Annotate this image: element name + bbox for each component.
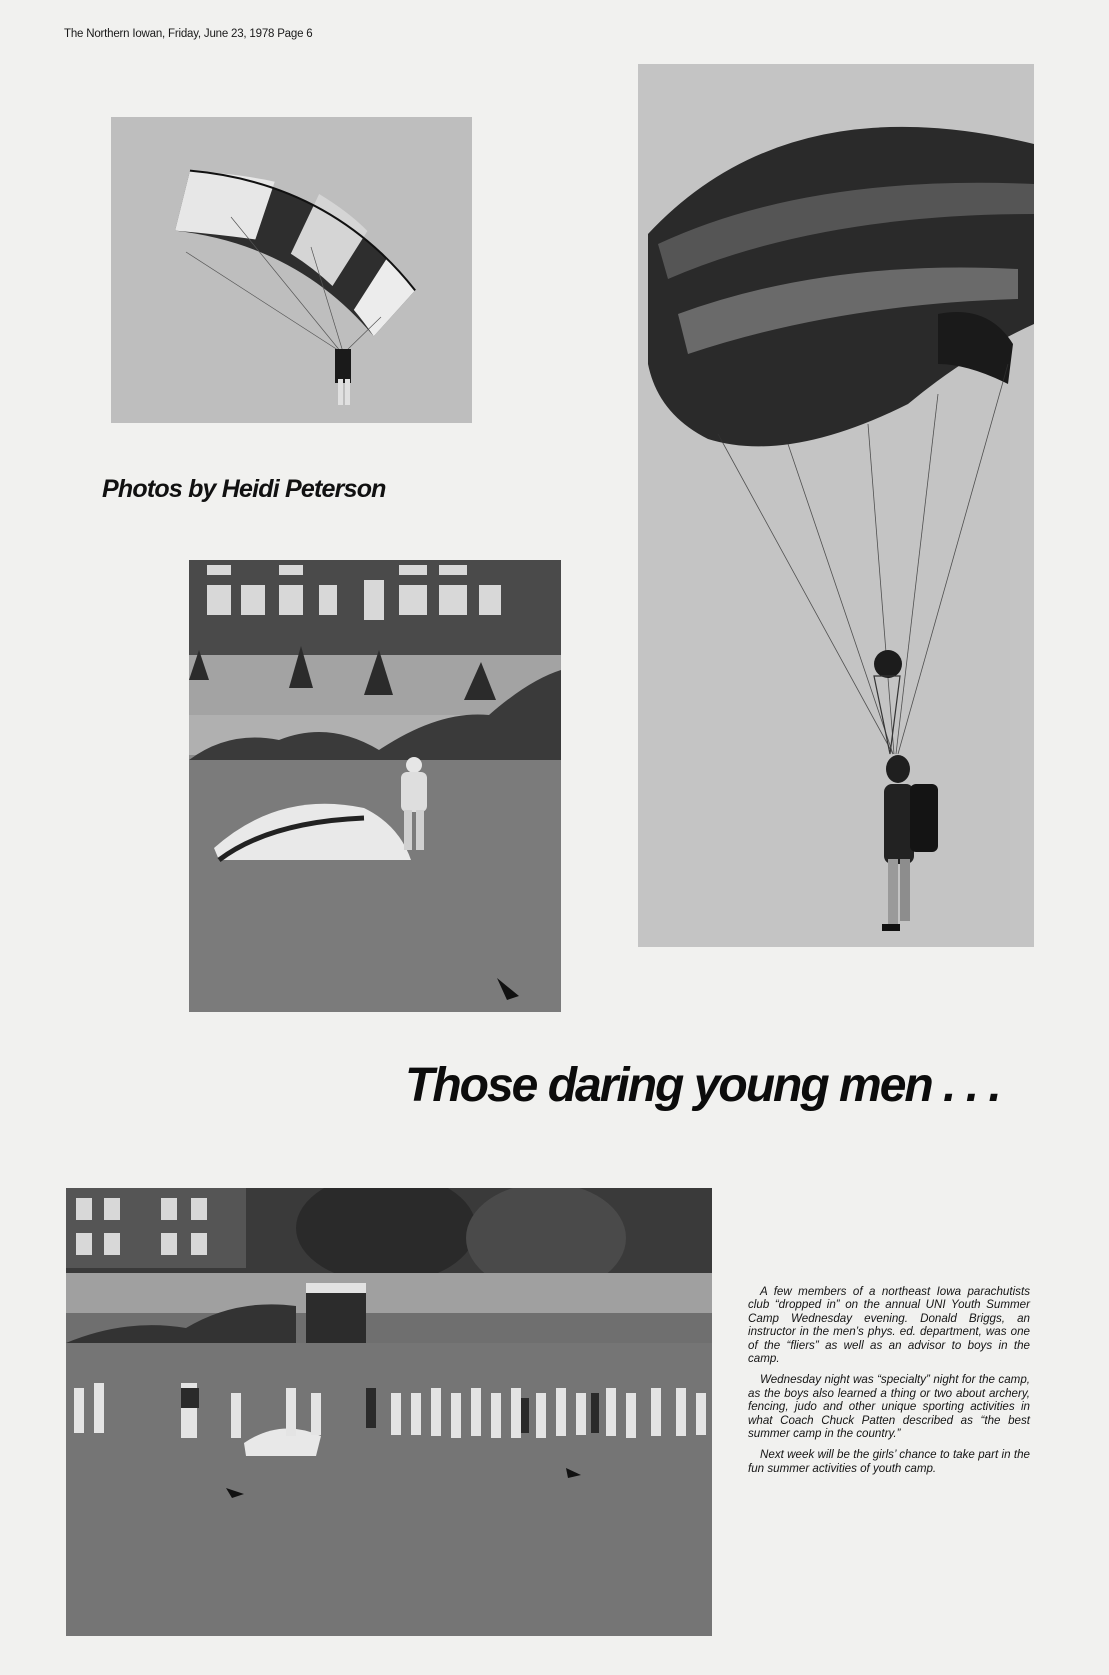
photo-caption	[748, 1285, 1030, 1483]
landing-image	[189, 560, 561, 1012]
caption-paragraph-3: Next week will be the girls’ chance to take part in the fun summer activities of youth camp.	[748, 1448, 1030, 1475]
parachute-small-image	[111, 117, 472, 423]
photo-credit: Photos by Heidi Peterson	[102, 475, 386, 503]
caption-paragraph-1: A few members of a northeast Iowa parachutists club “dropped in” on the annual UNI Youth Summer Camp Wednesday evening. Donald Briggs, an instructor in the men’s phys. ed. department, was one of the “fliers” as well as an advisor to boys in the camp.	[748, 1285, 1030, 1366]
page-header: The Northern Iowan, Friday, June 23, 1978 Page 6	[64, 28, 313, 40]
campers-group-photo	[66, 1188, 712, 1636]
headline: Those daring young men . . .	[405, 1059, 1000, 1112]
caption-paragraph-2: Wednesday night was “specialty” night for the camp, as the boys also learned a thing or two about archery, fencing, judo and other unique sporting activities in what Coach Chuck Patten described as “the best summer camp in the country.”	[748, 1373, 1030, 1441]
parachute-small-photo	[111, 117, 472, 423]
parachute-large-photo	[638, 64, 1034, 947]
parachute-large-image	[638, 64, 1034, 947]
landing-photo	[189, 560, 561, 1012]
campers-group-image	[66, 1188, 712, 1636]
